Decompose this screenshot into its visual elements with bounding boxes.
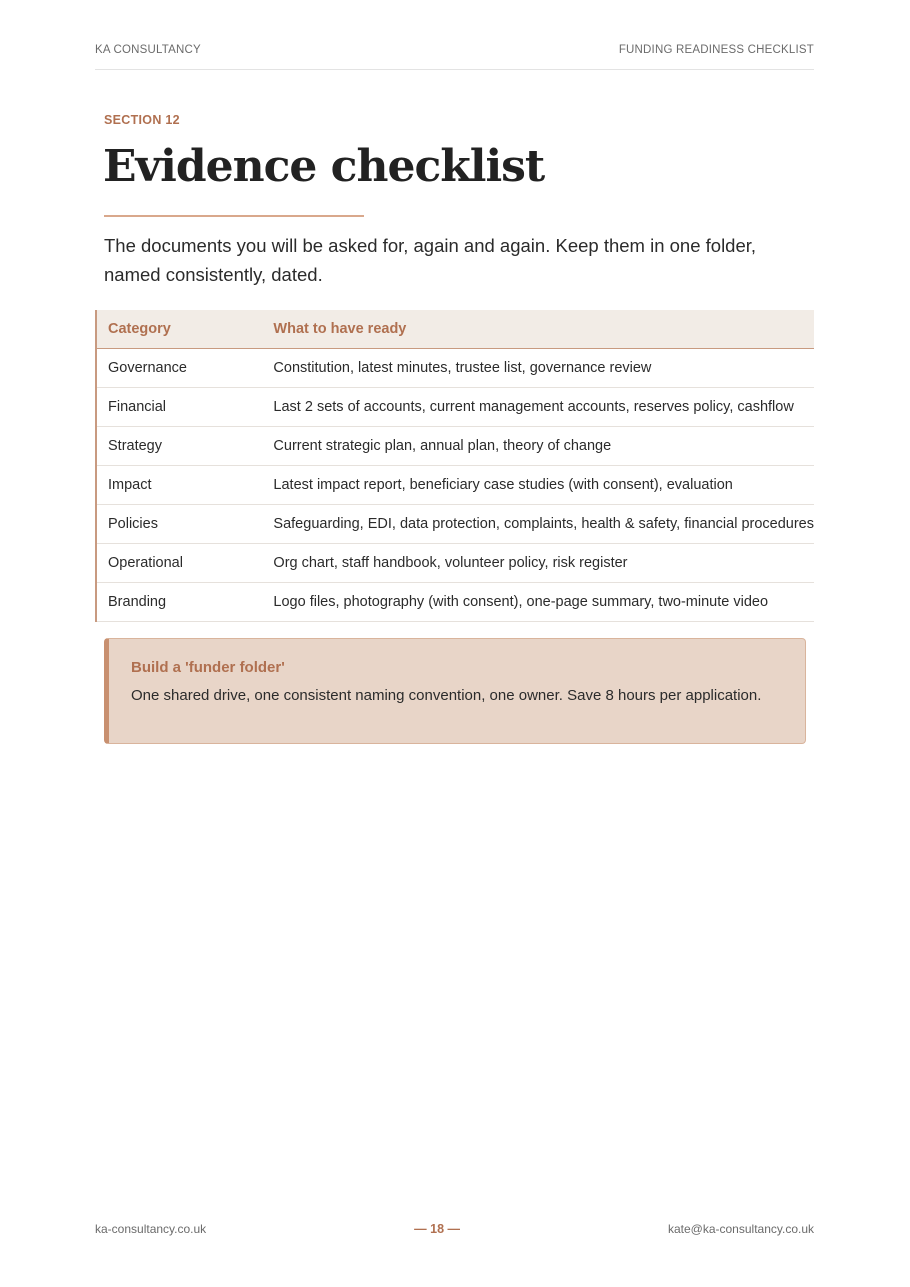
callout-title: Build a 'funder folder' [131,659,285,676]
row-category: Financial [96,388,262,427]
footer-email[interactable]: kate@ka-consultancy.co.uk [667,1222,814,1236]
section-label: SECTION 12 [104,113,180,127]
table-row [96,466,814,505]
row-category: Policies [96,505,262,544]
table-row [96,505,814,544]
title-underline [104,215,364,217]
row-items: Org chart, staff handbook, volunteer policy, risk register [262,544,814,583]
table-row [96,544,814,583]
footer-website[interactable]: ka-consultancy.co.uk [95,1222,207,1236]
row-items: Latest impact report, beneficiary case studies (with consent), evaluation [262,466,814,505]
tip-callout [104,638,806,744]
intro-paragraph: The documents you will be asked for, again and again. Keep them in one folder, named consistently, dated. [104,235,757,285]
running-footer [95,1222,814,1236]
header-document-title: FUNDING READINESS CHECKLIST [618,44,814,56]
row-category: Strategy [96,427,262,466]
row-category: Branding [96,583,262,622]
column-header-category: Category [96,310,262,349]
table-row [96,427,814,466]
row-items: Last 2 sets of accounts, current management accounts, reserves policy, cashflow [262,388,814,427]
evidence-table [95,310,814,622]
row-items: Safeguarding, EDI, data protection, complaints, health & safety, financial procedures [262,505,814,544]
page-number: — 18 — [414,1222,460,1236]
row-category: Impact [96,466,262,505]
row-items: Constitution, latest minutes, trustee list, governance review [262,349,814,388]
table-row [96,583,814,622]
page-title: Evidence checklist [103,141,545,192]
table-header-row [96,310,814,349]
row-items: Logo files, photography (with consent), one-page summary, two-minute video [262,583,814,622]
callout-body: One shared drive, one consistent naming convention, one owner. Save 8 hours per application. [131,687,762,704]
header-company: KA CONSULTANCY [95,44,201,56]
row-items: Current strategic plan, annual plan, theory of change [262,427,814,466]
table-row [96,388,814,427]
column-header-items: What to have ready [262,310,814,349]
row-category: Governance [96,349,262,388]
running-header [95,44,814,70]
row-category: Operational [96,544,262,583]
table-row [96,349,814,388]
